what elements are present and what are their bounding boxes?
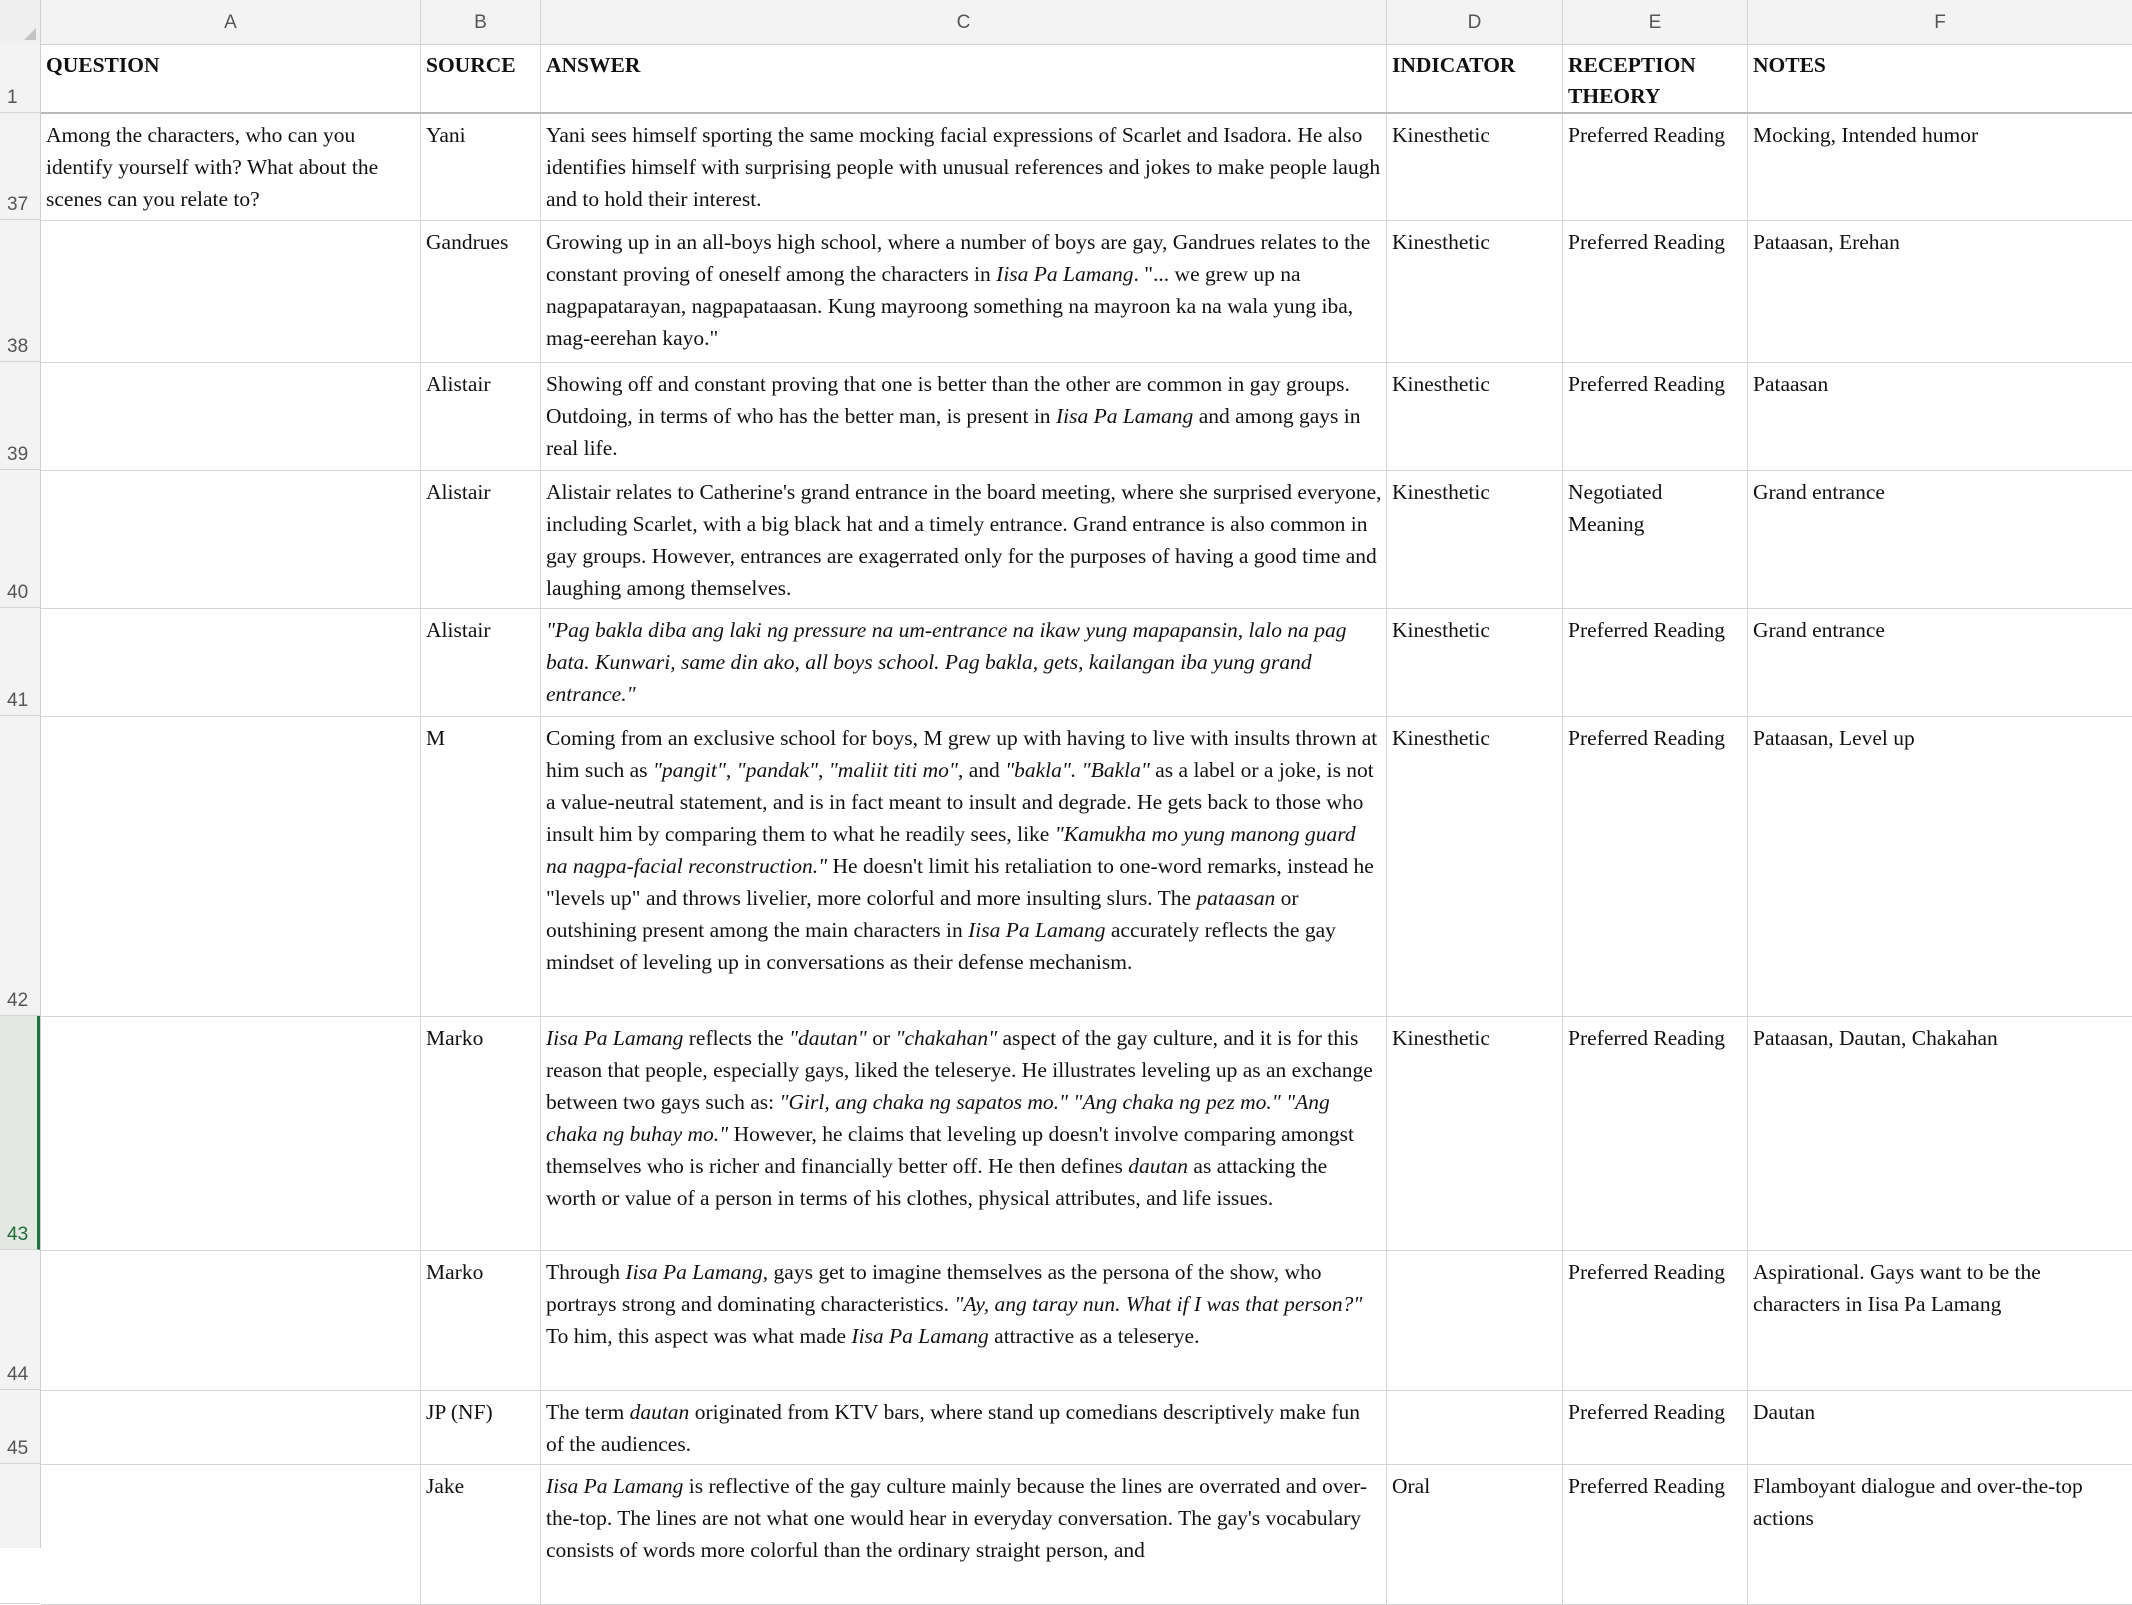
reception-cell[interactable]: Negotiated Meaning — [1563, 471, 1748, 608]
answer-text-segment: or — [866, 1026, 896, 1050]
table-row — [41, 1391, 2132, 1465]
table-row — [41, 363, 2132, 471]
reception-cell[interactable]: Preferred Reading — [1563, 1465, 1748, 1604]
source-cell[interactable]: Alistair — [421, 363, 541, 470]
reception-cell[interactable]: Preferred Reading — [1563, 363, 1748, 470]
answer-text-segment: "bakla". "Bakla" — [1005, 758, 1150, 782]
answer-text-segment: Iisa Pa Lamang — [546, 1474, 684, 1498]
notes-cell[interactable]: Mocking, Intended humor — [1753, 123, 1979, 147]
question-cell[interactable] — [41, 471, 421, 608]
answer-cell[interactable] — [541, 609, 1387, 716]
select-all-corner[interactable] — [0, 0, 41, 44]
answer-text-segment: Iisa Pa Lamang — [546, 1026, 684, 1050]
answer-text-segment: or outshining present among the main characters in — [546, 886, 1299, 942]
question-cell[interactable] — [41, 1017, 421, 1250]
notes-cell[interactable]: Pataasan, Level up — [1753, 726, 1915, 750]
answer-text-segment: , and — [957, 758, 1006, 782]
row-header[interactable] — [0, 1464, 40, 1604]
answer-text-segment: reflects the — [683, 1026, 790, 1050]
reception-cell[interactable]: Preferred Reading — [1563, 114, 1748, 220]
reception-cell[interactable]: Preferred Reading — [1563, 1251, 1748, 1390]
source-cell[interactable]: M — [421, 717, 541, 1016]
source-cell[interactable]: Gandrues — [421, 221, 541, 362]
notes-cell[interactable]: Dautan — [1753, 1400, 1816, 1424]
header-cell-notes[interactable]: NOTES — [1753, 53, 1826, 77]
row-header-selected[interactable]: 43 — [0, 1016, 40, 1250]
column-header-bar — [0, 0, 2132, 45]
answer-text-segment: Showing off and constant proving that one is better than the other are common in gay groups. Outdoing, in terms of who has the better man, is present in — [546, 372, 1350, 428]
table-row — [41, 1465, 2132, 1605]
answer-cell[interactable] — [541, 1465, 1387, 1604]
notes-cell[interactable]: Pataasan — [1753, 372, 1829, 396]
answer-text-segment: accurately reflects the gay mindset of leveling up in conversations as their defense mechanism. — [546, 918, 1336, 974]
row-header[interactable]: 37 — [0, 113, 40, 220]
source-cell[interactable]: Marko — [421, 1017, 541, 1250]
reception-cell[interactable]: Preferred Reading — [1563, 1017, 1748, 1250]
question-cell[interactable] — [41, 1251, 421, 1390]
answer-cell[interactable] — [541, 1017, 1387, 1250]
answer-text-segment: Iisa Pa Lamang — [625, 1260, 763, 1284]
reception-cell[interactable]: Preferred Reading — [1563, 221, 1748, 362]
answer-text-segment: Alistair relates to Catherine's grand entrance in the board meeting, where she surprised everyone, including Scarlet, with a big black hat and a timely entrance. Grand entrance is also common in gay groups. However, entrances are exagerrated only for the purposes of having a good time and laughing among themselves. — [546, 480, 1382, 600]
question-cell[interactable]: Among the characters, who can you identify yourself with? What about the scenes can you relate to? — [41, 114, 421, 220]
answer-text-segment: "Kamukha mo yung manong guard na nagpa-facial reconstruction." — [546, 822, 1356, 878]
source-cell[interactable]: Jake — [421, 1465, 541, 1604]
answer-cell[interactable] — [541, 471, 1387, 608]
answer-text-segment: and among gays in real life. — [546, 404, 1361, 460]
row-header[interactable]: 44 — [0, 1250, 40, 1390]
source-cell[interactable]: Marko — [421, 1251, 541, 1390]
answer-text-segment: Through — [546, 1260, 626, 1284]
column-header-d[interactable]: D — [1387, 0, 1563, 44]
answer-text-segment: "Pag bakla diba ang laki ng pressure na um-entrance na ikaw yung mapapansin, lalo na pag bata. Kunwari, same din ako, all boys school. Pag bakla, gets, kailangan iba yung grand entrance." — [546, 618, 1347, 706]
answer-text-segment: "dautan" — [789, 1026, 867, 1050]
answer-text-segment: as attacking the worth or value of a person in terms of his clothes, physical attributes, and life issues. — [546, 1154, 1328, 1210]
indicator-cell[interactable]: Oral — [1387, 1465, 1563, 1604]
answer-text-segment: Iisa Pa Lamang — [851, 1324, 989, 1348]
answer-text-segment: "maliit titi mo" — [828, 758, 958, 782]
header-cell-question[interactable]: QUESTION — [41, 45, 421, 112]
row-header[interactable]: 42 — [0, 716, 40, 1016]
reception-cell[interactable]: Preferred Reading — [1563, 609, 1748, 716]
question-cell[interactable] — [41, 363, 421, 470]
column-header-c[interactable]: C — [541, 0, 1387, 44]
answer-cell[interactable] — [541, 363, 1387, 470]
row-header[interactable]: 45 — [0, 1390, 40, 1464]
answer-text-segment: He doesn't limit his retaliation to one-word remarks, instead he "levels up" and throws livelier, more colorful and more insulting slurs. The — [546, 854, 1374, 910]
answer-text-segment: "Girl, ang chaka ng sapatos mo." "Ang chaka ng pez mo." "Ang chaka ng buhay mo." — [546, 1090, 1330, 1146]
table-row — [41, 221, 2132, 363]
answer-text-segment: To him, this aspect was what made — [546, 1324, 852, 1348]
indicator-cell[interactable]: Kinesthetic — [1387, 1017, 1563, 1250]
question-cell[interactable] — [41, 1465, 421, 1604]
row-header[interactable]: 1 — [0, 44, 40, 113]
notes-cell[interactable]: Flamboyant dialogue and over-the-top actions — [1753, 1474, 2083, 1530]
answer-text-segment: . "... we grew up na nagpapatarayan, nagpapataasan. Kung mayroong something na mayroon ka na wala yung iba, mag-eerehan kayo." — [546, 262, 1354, 350]
answer-text-segment: originated from KTV bars, where stand up comedians descriptively make fun of the audiences. — [546, 1400, 1361, 1456]
row-header[interactable]: 40 — [0, 470, 40, 608]
answer-cell[interactable] — [541, 221, 1387, 362]
table-header-row — [41, 45, 2132, 114]
column-header-b[interactable]: B — [421, 0, 541, 44]
indicator-cell[interactable] — [1387, 1391, 1563, 1464]
answer-cell[interactable] — [541, 1251, 1387, 1390]
answer-text-segment: dautan — [629, 1400, 690, 1424]
answer-text-segment: aspect of the gay culture, and it is for this reason that people, especially gays, liked the teleserye. He illustrates leveling up as an exchange between two gays such as: — [546, 1026, 1373, 1114]
notes-cell[interactable]: Grand entrance — [1753, 618, 1885, 642]
row-header[interactable]: 38 — [0, 220, 40, 362]
question-cell[interactable] — [41, 1391, 421, 1464]
table-row — [41, 1251, 2132, 1391]
answer-text-segment: as a label or a joke, is not a value-neutral statement, and is in fact meant to insult and degrade. He gets back to those who insult him by comparing them to what he readily sees, like — [546, 758, 1374, 846]
table-row — [41, 609, 2132, 717]
indicator-cell[interactable] — [1387, 1251, 1563, 1390]
table-row — [41, 1017, 2132, 1251]
indicator-cell[interactable]: Kinesthetic — [1387, 363, 1563, 470]
notes-cell[interactable]: Pataasan, Erehan — [1753, 230, 1900, 254]
row-header[interactable]: 39 — [0, 362, 40, 470]
header-cell-source[interactable]: SOURCE — [421, 45, 541, 112]
answer-text-segment: "pangit" — [652, 758, 726, 782]
question-cell[interactable] — [41, 221, 421, 362]
table-row — [41, 114, 2132, 221]
answer-text-segment: dautan — [1128, 1154, 1189, 1178]
notes-cell[interactable]: Aspirational. Gays want to be the characters in Iisa Pa Lamang — [1753, 1260, 2041, 1316]
answer-text-segment: Coming from an exclusive school for boys, M grew up with having to live with insults thrown at him such as — [546, 726, 1378, 782]
row-header[interactable]: 41 — [0, 608, 40, 716]
source-cell[interactable]: JP (NF) — [421, 1391, 541, 1464]
header-cell-reception-theory[interactable]: RECEPTION THEORY — [1563, 45, 1748, 112]
answer-text-segment: Iisa Pa Lamang — [1055, 404, 1194, 428]
answer-text-segment: , — [725, 758, 737, 782]
answer-text-segment: "chakahan" — [895, 1026, 998, 1050]
answer-text-segment: The term — [546, 1400, 630, 1424]
notes-cell[interactable]: Grand entrance — [1753, 480, 1885, 504]
table-row — [41, 471, 2132, 609]
answer-text-segment: However, he claims that leveling up doesn't involve comparing amongst themselves who is richer and financially better off. He then defines — [546, 1122, 1354, 1178]
source-cell[interactable]: Yani — [421, 114, 541, 220]
answer-text-segment: attractive as a teleserye. — [988, 1324, 1200, 1348]
answer-text-segment: Yani sees himself sporting the same mocking facial expressions of Scarlet and Isadora. He also identifies himself with surprising people with unusual references and jokes to make people laugh and to hold their interest. — [546, 123, 1381, 211]
reception-cell[interactable]: Preferred Reading — [1563, 1391, 1748, 1464]
source-cell[interactable]: Alistair — [421, 609, 541, 716]
source-cell[interactable]: Alistair — [421, 471, 541, 608]
header-cell-indicator[interactable]: INDICATOR — [1387, 45, 1563, 112]
indicator-cell[interactable]: Kinesthetic — [1387, 609, 1563, 716]
question-cell[interactable] — [41, 609, 421, 716]
answer-cell[interactable] — [541, 114, 1387, 220]
header-cell-answer[interactable]: ANSWER — [541, 45, 1387, 112]
table-row — [41, 717, 2132, 1017]
reception-cell[interactable]: Preferred Reading — [1563, 717, 1748, 1016]
answer-text-segment: Iisa Pa Lamang — [996, 262, 1134, 286]
answer-text-segment: is reflective of the gay culture mainly because the lines are overrated and over-the-top. The lines are not what one would hear in everyday conversation. The gay's vocabulary consists of words more colorful than the ordinary straight person, and — [546, 1474, 1368, 1562]
answer-text-segment: Iisa Pa Lamang — [968, 918, 1106, 942]
answer-text-segment: pataasan — [1196, 886, 1276, 910]
answer-text-segment: , — [818, 758, 829, 782]
answer-text-segment: , gays get to imagine themselves as the persona of the show, who portrays strong and dominating characteristics. — [546, 1260, 1322, 1316]
answer-cell[interactable] — [541, 717, 1387, 1016]
answer-text-segment: "pandak" — [736, 758, 819, 782]
answer-cell[interactable] — [541, 1391, 1387, 1464]
column-header-f[interactable]: F — [1934, 12, 1946, 33]
indicator-cell[interactable]: Kinesthetic — [1387, 717, 1563, 1016]
answer-text-segment: "Ay, ang taray nun. What if I was that person?" — [954, 1292, 1363, 1316]
column-header-a[interactable]: A — [41, 0, 421, 44]
question-cell[interactable] — [41, 717, 421, 1016]
indicator-cell[interactable]: Kinesthetic — [1387, 221, 1563, 362]
notes-cell[interactable]: Pataasan, Dautan, Chakahan — [1753, 1026, 1998, 1050]
indicator-cell[interactable]: Kinesthetic — [1387, 471, 1563, 608]
answer-text-segment: Growing up in an all-boys high school, where a number of boys are gay, Gandrues relates to the constant proving of oneself among the characters in — [546, 230, 1371, 286]
column-header-e[interactable]: E — [1563, 0, 1748, 44]
row-header-bar — [0, 44, 41, 1548]
indicator-cell[interactable]: Kinesthetic — [1387, 114, 1563, 220]
